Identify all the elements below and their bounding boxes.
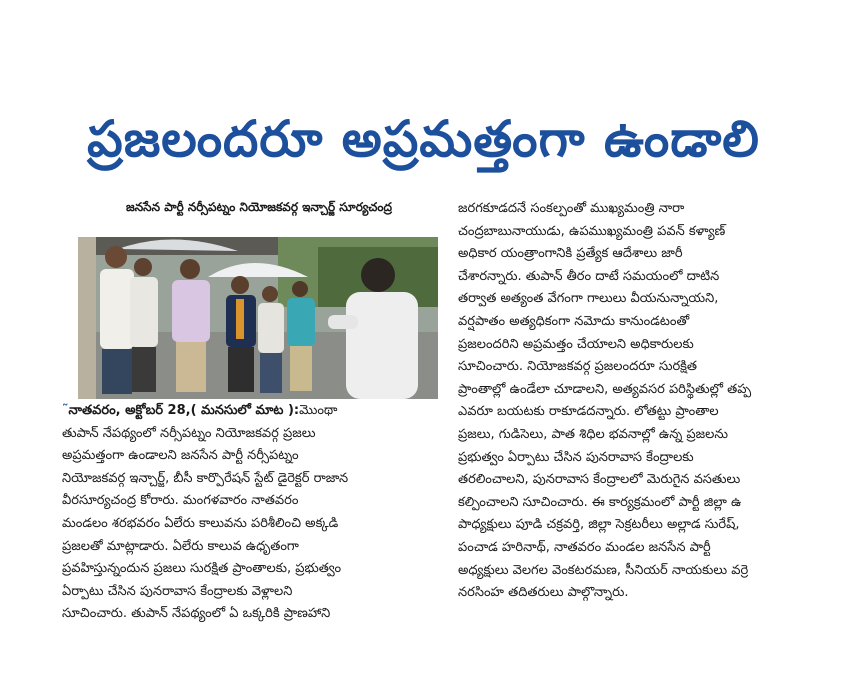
text-line: ప్రాంతాల్లో ఉండేలా చూడాలని, అత్యవసర పరిస్థితుల్లో తప్ప (458, 381, 752, 397)
text-line: నియోజకవర్గ ఇన్చార్జ్, బీసీ కార్పొరేషన్ స్టేట్ డైరెక్టర్ రాజాన (62, 470, 349, 486)
text-line: సూచించారు. నియోజకవర్గ ప్రజలందరూ సురక్షిత (458, 359, 698, 375)
text-line: మండలం శరభవరం ఏలేరు కాలువను పరిశీలించి అక్కడి (62, 515, 339, 531)
text-line: ప్రజలతో మాట్లాడారు. ఏలేరు కాలువ ఉధృతంగా (62, 538, 299, 554)
text-line: చేశారన్నారు. తుపాన్ తీరం దాటే సమయంలో దాటిన (458, 268, 720, 284)
news-photo (78, 237, 438, 399)
text-line: ఎవరూ బయటకు రాకూడదన్నారు. లోతట్టు ప్రాంతాల (458, 404, 719, 420)
text-line: పంచాడ హరినాథ్, నాతవరం మండల జనసేన పార్టీ (458, 539, 711, 555)
text-line: తర్వాత అత్యంత వేగంగా గాలులు వీయనున్నాయని, (458, 291, 719, 307)
text-line: వర్షపాతం అత్యధికంగా నమోదు కానుండటంతో (458, 313, 690, 329)
text-line: తరలించాలని, పునరావాస కేంద్రాలలో మెరుగైన వసతులు (458, 472, 741, 488)
text-line: వీరసూర్యచంద్ర కోరారు. మంగళవారం నాతవరం (62, 493, 299, 509)
article-right-column (458, 198, 830, 605)
text-line: సూచించారు. తుపాన్ నేపథ్యంలో ఏ ఒక్కరికి ప్రాణహాని (62, 606, 331, 622)
byline: జనసేన పార్టీ నర్సీపట్నం నియోజకవర్గ ఇన్చార్జ్ సూర్యచంద్ర (125, 200, 392, 214)
text-line: చంద్రబాబునాయుడు, ఉపముఖ్యమంత్రి పవన్ కళ్యాణ్ (458, 223, 726, 239)
text-line: ప్రజలందరిని అప్రమత్తం చేయాలని అధికారులకు (458, 336, 694, 352)
tick-icon: ˜ (62, 403, 69, 418)
text-line: ప్రజలు, గుడిసెలు, పాత శిధిల భవనాల్లో ఉన్న ప్రజలను (458, 426, 728, 442)
text-line: మొంథా (299, 403, 338, 418)
text-line: నరసింహ తదితరులు పాల్గొన్నారు. (458, 585, 629, 601)
headline: ప్రజలందరూ అప్రమత్తంగా ఉండాలి (87, 110, 760, 168)
text-line: అధికార యంత్రాంగానికి ప్రత్యేక ఆదేశాలు జారీ (458, 246, 683, 262)
dateline: నాతవరం, అక్టోబర్ 28,( మనసులో మాట ): (68, 403, 300, 418)
text-line: ప్రవహిస్తున్నందున ప్రజలు సురక్షిత ప్రాంతాలకు, ప్రభుత్వం (62, 561, 342, 577)
text-line: తుపాన్ నేపథ్యంలో నర్సీపట్నం నియోజకవర్గ ప్రజలు (62, 425, 316, 441)
text-line: అధ్యక్షులు వెలగల వెంకటరమణ, సీనియర్ నాయకులు వర్రె (458, 562, 749, 578)
dateline-line (62, 400, 440, 423)
text-line: అప్రమత్తంగా ఉండాలని జనసేన పార్టీ నర్సీపట్నం (62, 448, 299, 464)
text-line: పాధ్యక్షులు పూడి చక్రవర్తి, జిల్లా సెక్రటరీలు అల్లాడ సురేష్, (458, 517, 740, 533)
text-line: ఏర్పాటు చేసిన పునరావాస కేంద్రాలకు వెళ్లాలని (62, 583, 293, 599)
text-line: కల్పించాలని సూచించారు. ఈ కార్యక్రమంలో పార్టీ జిల్లా ఉ (458, 494, 742, 510)
text-line: జరగకూడదనే సంకల్పంతో ముఖ్యమంత్రి నారా (458, 201, 685, 216)
text-line: ప్రభుత్వం ఏర్పాటు చేసిన పునరావాస కేంద్రాలకు (458, 449, 694, 465)
article-left-column (62, 400, 440, 626)
